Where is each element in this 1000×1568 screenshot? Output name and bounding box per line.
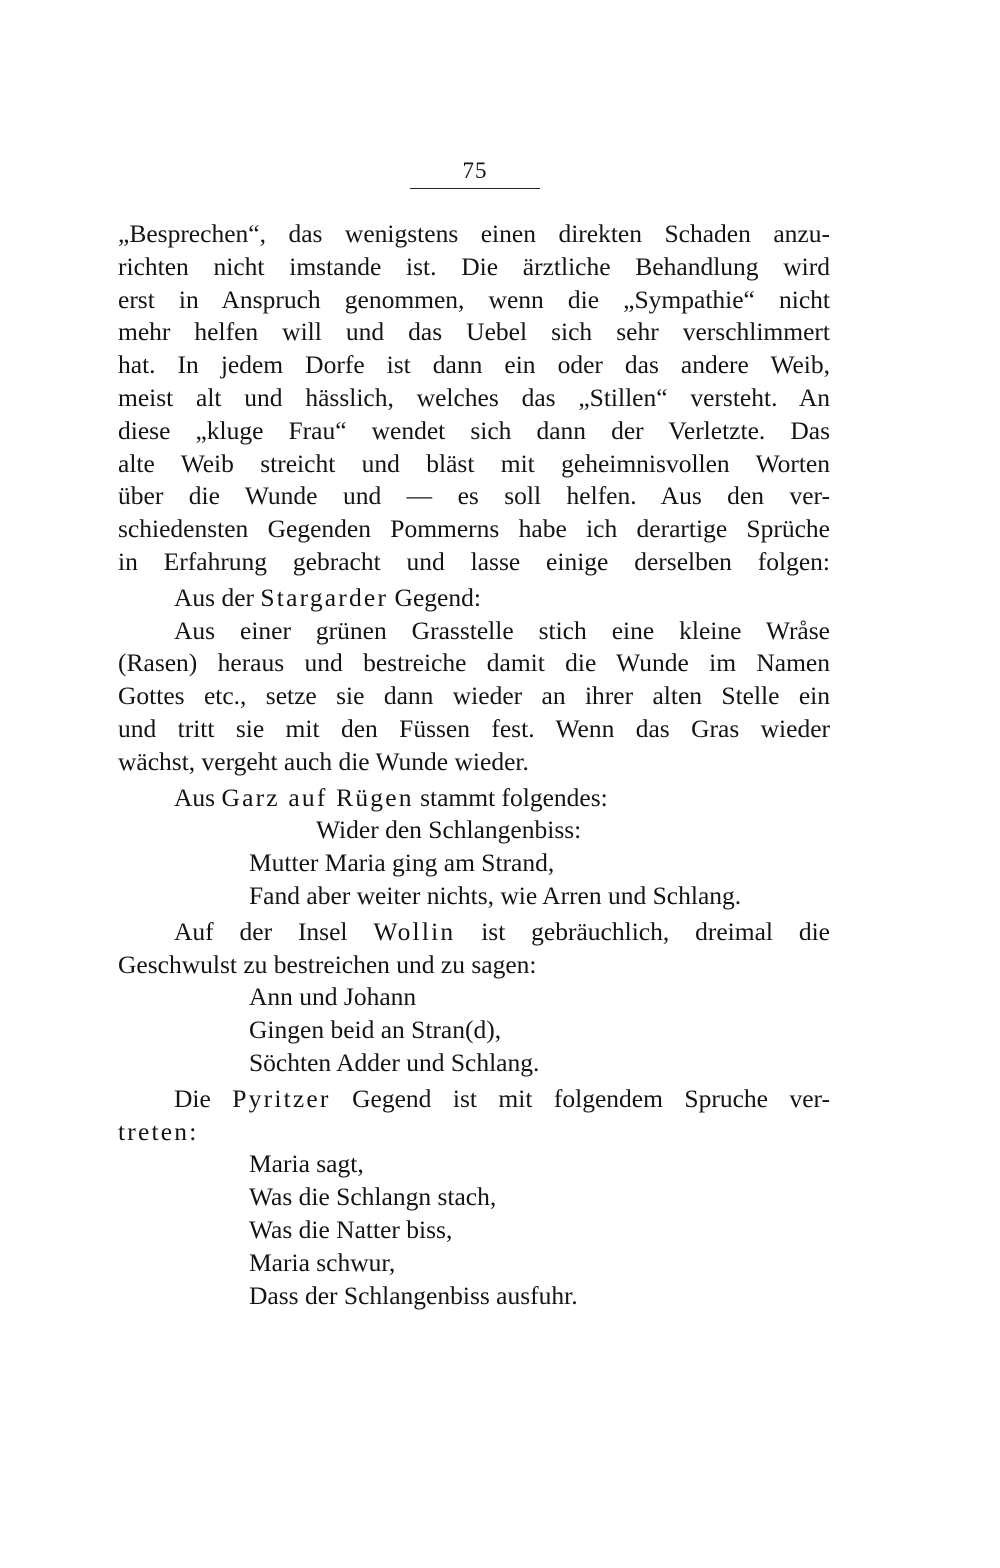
intro-text: Gegend: — [388, 582, 481, 612]
page-body — [118, 218, 830, 1312]
text-line: Gottes etc., setze sie dann wieder an ihrer alten Stelle ein — [118, 681, 830, 711]
verse-line: Maria schwur, — [249, 1247, 396, 1277]
verse-line: Gingen beid an Stran(d), — [249, 1015, 502, 1045]
section-pyritz — [118, 1083, 830, 1313]
section-intro — [118, 916, 830, 949]
text-line: alte Weib streicht und bläst mit geheimnisvollen Worten — [118, 448, 830, 478]
text-line: hat. In jedem Dorfe ist dann ein oder das andere Weib, — [118, 350, 830, 380]
intro-text: stammt folgendes: — [413, 782, 608, 812]
paragraph-sympathie — [118, 218, 830, 579]
text-line: Aus einer grünen Grasstelle stich eine kleine Wråse — [174, 615, 830, 645]
verse-title: Wider den Schlangenbiss: — [316, 815, 582, 845]
text-line: wächst, vergeht auch die Wunde wieder. — [118, 746, 529, 776]
text-line: richten nicht imstande ist. Die ärztliche Behandlung wird — [118, 251, 830, 281]
text-line: erst in Anspruch genommen, wenn die „Sympathie“ nicht — [118, 284, 830, 314]
place-name: Stargarder — [260, 582, 389, 612]
verse-line: Fand aber weiter nichts, wie Arren und Schlang. — [249, 880, 742, 910]
text-line: Geschwulst zu bestreichen und zu sagen: — [118, 949, 537, 979]
intro-text: Auf der Insel — [174, 916, 374, 946]
intro-text: ist gebräuchlich, dreimal die — [455, 916, 830, 946]
section-intro — [118, 782, 830, 815]
verse-line: Was die Schlangn stach, — [249, 1182, 497, 1212]
section-intro — [118, 582, 830, 615]
text-line: mehr helfen will und das Uebel sich sehr verschlimmert — [118, 317, 830, 347]
place-name: Pyritzer — [232, 1083, 331, 1113]
intro-text: Aus — [174, 782, 222, 812]
section-wollin — [118, 916, 830, 1080]
verse-line: Maria sagt, — [249, 1149, 364, 1179]
verse-line: Was die Natter biss, — [249, 1214, 453, 1244]
verse-line: Dass der Schlangenbiss ausfuhr. — [249, 1280, 578, 1310]
place-name: Garz auf Rügen — [221, 782, 414, 812]
text-line: schiedensten Gegenden Pommerns habe ich derartige Sprüche — [118, 514, 830, 544]
intro-text: Aus der — [174, 582, 261, 612]
verse-line: Söchten Adder und Schlang. — [249, 1047, 540, 1077]
text-line: und tritt sie mit den Füssen fest. Wenn das Gras wieder — [118, 713, 830, 743]
text-line: (Rasen) heraus und bestreiche damit die Wunde im Namen — [118, 648, 830, 678]
section-stargard — [118, 582, 830, 779]
verse-line: Mutter Maria ging am Strand, — [249, 848, 555, 878]
verse-line: Ann und Johann — [249, 982, 417, 1012]
page-number: 75 — [462, 158, 488, 183]
place-name: Wollin — [373, 916, 456, 946]
text-line: „Besprechen“, das wenigstens einen direkten Schaden anzu- — [118, 219, 830, 248]
section-intro — [118, 1083, 830, 1116]
page-number-rule — [410, 188, 540, 189]
intro-text: Die — [174, 1083, 233, 1113]
intro-text: Gegend ist mit folgendem Spruche ver- — [330, 1083, 830, 1113]
section-garz — [118, 782, 830, 913]
text-line: diese „kluge Frau“ wendet sich dann der Verletzte. Das — [118, 415, 830, 445]
text-line: meist alt und hässlich, welches das „Stillen“ versteht. An — [118, 382, 830, 412]
text-line: über die Wunde und — es soll helfen. Aus den ver- — [118, 481, 830, 511]
text-line: treten: — [118, 1116, 199, 1146]
text-line: in Erfahrung gebracht und lasse einige derselben folgen: — [118, 546, 830, 576]
